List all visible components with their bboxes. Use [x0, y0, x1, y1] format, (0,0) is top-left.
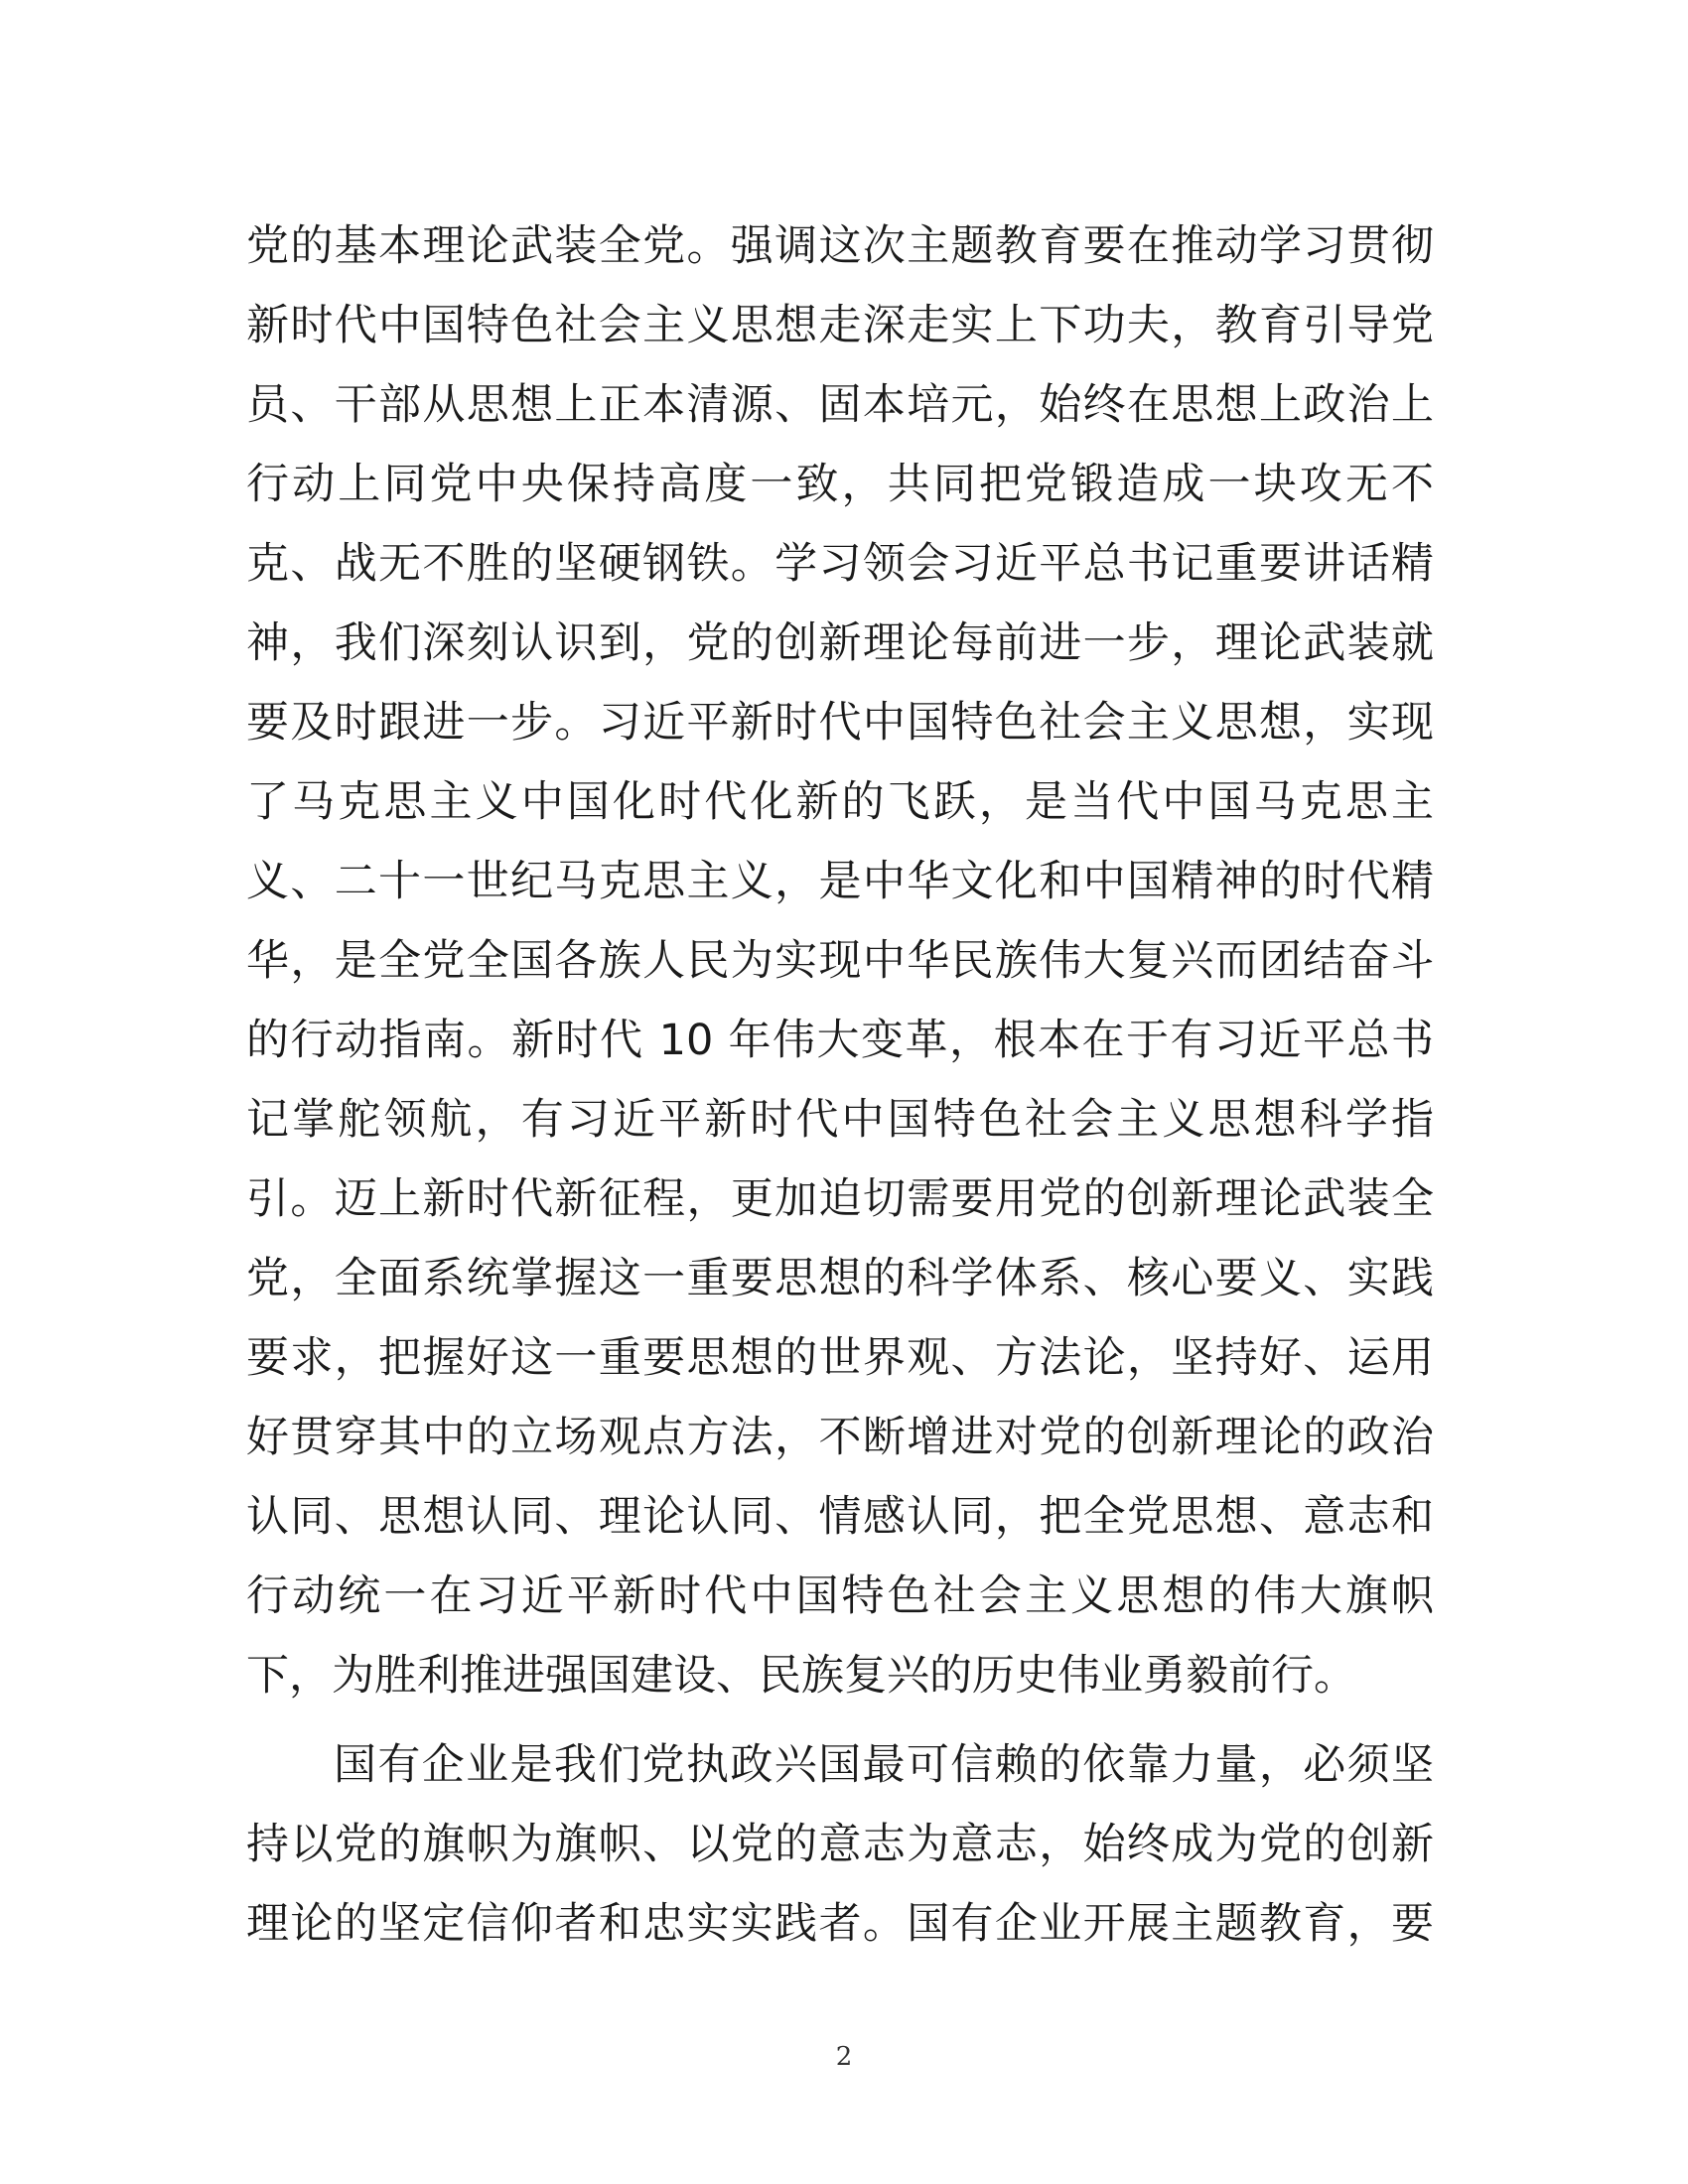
text-line: 理论的坚定信仰者和忠实实践者。国有企业开展主题教育，要 [246, 1899, 1434, 1949]
paragraph-1 [246, 206, 1434, 1715]
text-line: 认同、思想认同、理论认同、情感认同，把全党思想、意志和 [246, 1492, 1434, 1542]
text-line: 持以党的旗帜为旗帜、以党的意志为意志，始终成为党的创新 [246, 1820, 1434, 1869]
text-line: 记掌舵领航，有习近平新时代中国特色社会主义思想科学指 [246, 1095, 1434, 1145]
text-line: 的行动指南。新时代 10 年伟大变革，根本在于有习近平总书 [246, 1016, 1434, 1065]
text-line: 好贯穿其中的立场观点方法，不断增进对党的创新理论的政治 [246, 1413, 1434, 1462]
paragraph-2 [246, 1725, 1434, 1964]
text-line: 克、战无不胜的坚硬钢铁。学习领会习近平总书记重要讲话精 [246, 539, 1434, 589]
text-line: 行动统一在习近平新时代中国特色社会主义思想的伟大旗帜 [246, 1571, 1434, 1621]
text-line: 党的基本理论武装全党。强调这次主题教育要在推动学习贯彻 [246, 221, 1434, 271]
text-line: 引。迈上新时代新征程，更加迫切需要用党的创新理论武装全 [246, 1174, 1434, 1224]
text-line: 员、干部从思想上正本清源、固本培元，始终在思想上政治上 [246, 380, 1434, 430]
text-line: 了马克思主义中国化时代化新的飞跃，是当代中国马克思主 [246, 777, 1434, 827]
text-line: 行动上同党中央保持高度一致，共同把党锻造成一块攻无不 [246, 460, 1434, 509]
text-line: 神，我们深刻认识到，党的创新理论每前进一步，理论武装就 [246, 618, 1434, 668]
document-body [246, 206, 1434, 1964]
text-line: 华，是全党全国各族人民为实现中华民族伟大复兴而团结奋斗 [246, 936, 1434, 986]
text-line: 新时代中国特色社会主义思想走深走实上下功夫，教育引导党 [246, 301, 1434, 350]
text-line: 党，全面系统掌握这一重要思想的科学体系、核心要义、实践 [246, 1254, 1434, 1303]
text-line: 义、二十一世纪马克思主义，是中华文化和中国精神的时代精 [246, 857, 1434, 906]
text-line: 要求，把握好这一重要思想的世界观、方法论，坚持好、运用 [246, 1333, 1434, 1383]
paragraph-spacer [246, 1715, 1434, 1725]
text-line: 国有企业是我们党执政兴国最可信赖的依靠力量，必须坚 [334, 1740, 1434, 1790]
page-number: 2 [835, 2042, 853, 2072]
text-line: 要及时跟进一步。习近平新时代中国特色社会主义思想，实现 [246, 698, 1434, 748]
text-line: 下，为胜利推进强国建设、民族复兴的历史伟业勇毅前行。 [246, 1651, 1356, 1701]
